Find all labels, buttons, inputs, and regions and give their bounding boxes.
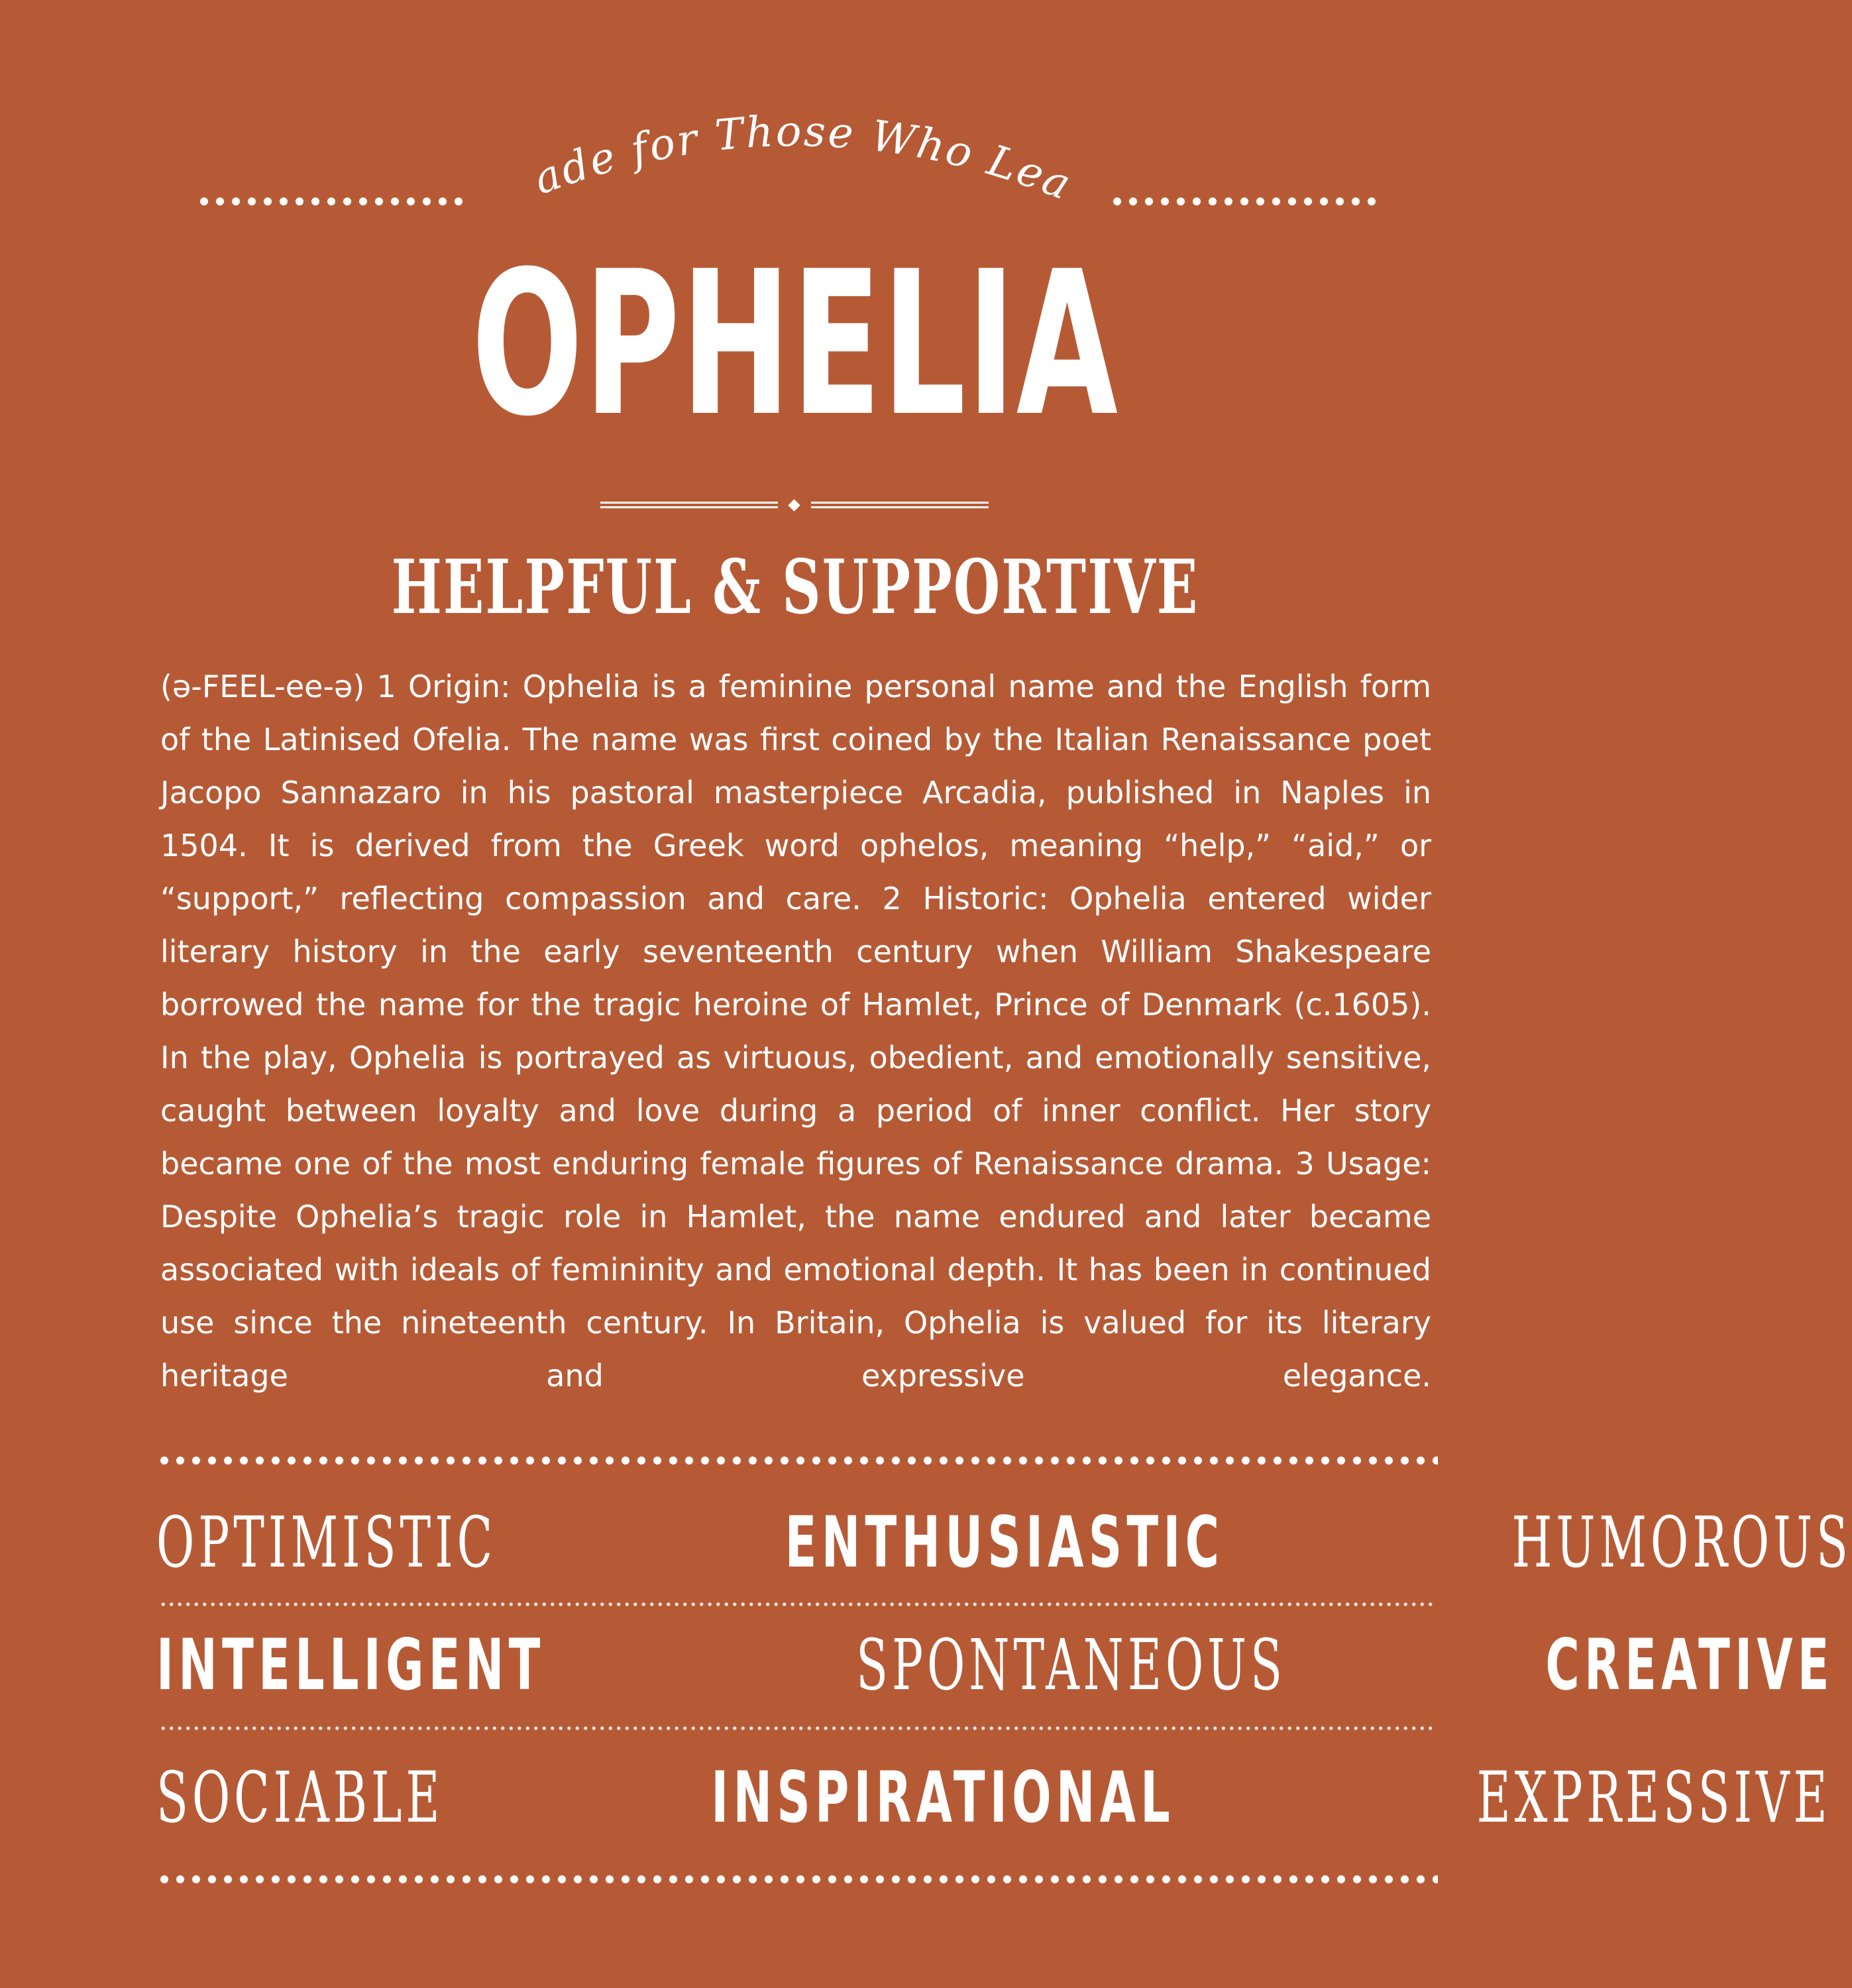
trait-word: SPONTANEOUS	[855, 1624, 1286, 1706]
trait-row-2	[156, 1622, 1834, 1708]
name-title: OPHELIA	[471, 229, 1119, 460]
meaning-subtitle: HELPFUL & SUPPORTIVE	[391, 544, 1199, 631]
trait-word: EXPRESSIVE	[1476, 1757, 1831, 1838]
diamond-icon	[788, 499, 800, 511]
trait-word: HUMOROUS	[1511, 1502, 1852, 1583]
name-description: (ə-FEEL-ee-ə) 1 Origin: Ophelia is a feminine personal name and the English form of the Latinised Ofelia. The name was first coined by the Italian Renaissance poet Jacopo Sannazaro in his pastoral masterpiece Arcadia, published in Naples in 1504. It is derived from the Greek word ophelos, meaning “help,” “aid,” or “support,” reflecting compassion and care. 2 Historic: Ophelia entered wider literary history in the early seventeenth century when William Shakespeare borrowed the name for the tragic heroine of Hamlet, Prince of Denmark (c.1605). In the play, Ophelia is portrayed as virtuous, obedient, and emotionally sensitive, caught between loyalty and love during a period of inner conflict. Her story became one of the most enduring female figures of Renaissance drama. 3 Usage: Despite Ophelia’s tragic role in Hamlet, the name endured and later became associated with ideals of femininity and emotional depth. It has been in continued use since the nineteenth century. In Britain, Ophelia is valued for its literary heritage and expressive elegance.	[160, 669, 1431, 1394]
trait-word: CREATIVE	[1545, 1624, 1834, 1706]
trait-word: OPTIMISTIC	[156, 1502, 497, 1583]
trait-word: SOCIABLE	[156, 1757, 444, 1838]
trait-word: ENTHUSIASTIC	[785, 1502, 1224, 1583]
tagline-left-dotted-rule	[196, 197, 466, 206]
trait-row-1	[156, 1500, 1852, 1586]
ornament-line-right	[811, 502, 989, 508]
trait-separator-1	[159, 1602, 1433, 1606]
ornament-divider	[600, 500, 989, 514]
traits-top-dotted-rule	[156, 1456, 1438, 1465]
tagline-arc	[480, 61, 1087, 232]
tagline-right-dotted-rule	[1109, 197, 1380, 206]
trait-row-3	[156, 1755, 1831, 1841]
ornament-line-left	[600, 502, 778, 508]
trait-word: INTELLIGENT	[156, 1624, 545, 1706]
traits-bottom-dotted-rule	[156, 1875, 1438, 1884]
trait-separator-2	[159, 1726, 1433, 1730]
trait-word: INSPIRATIONAL	[710, 1757, 1175, 1838]
tagline: Made for Those Who Lead	[480, 61, 1079, 211]
